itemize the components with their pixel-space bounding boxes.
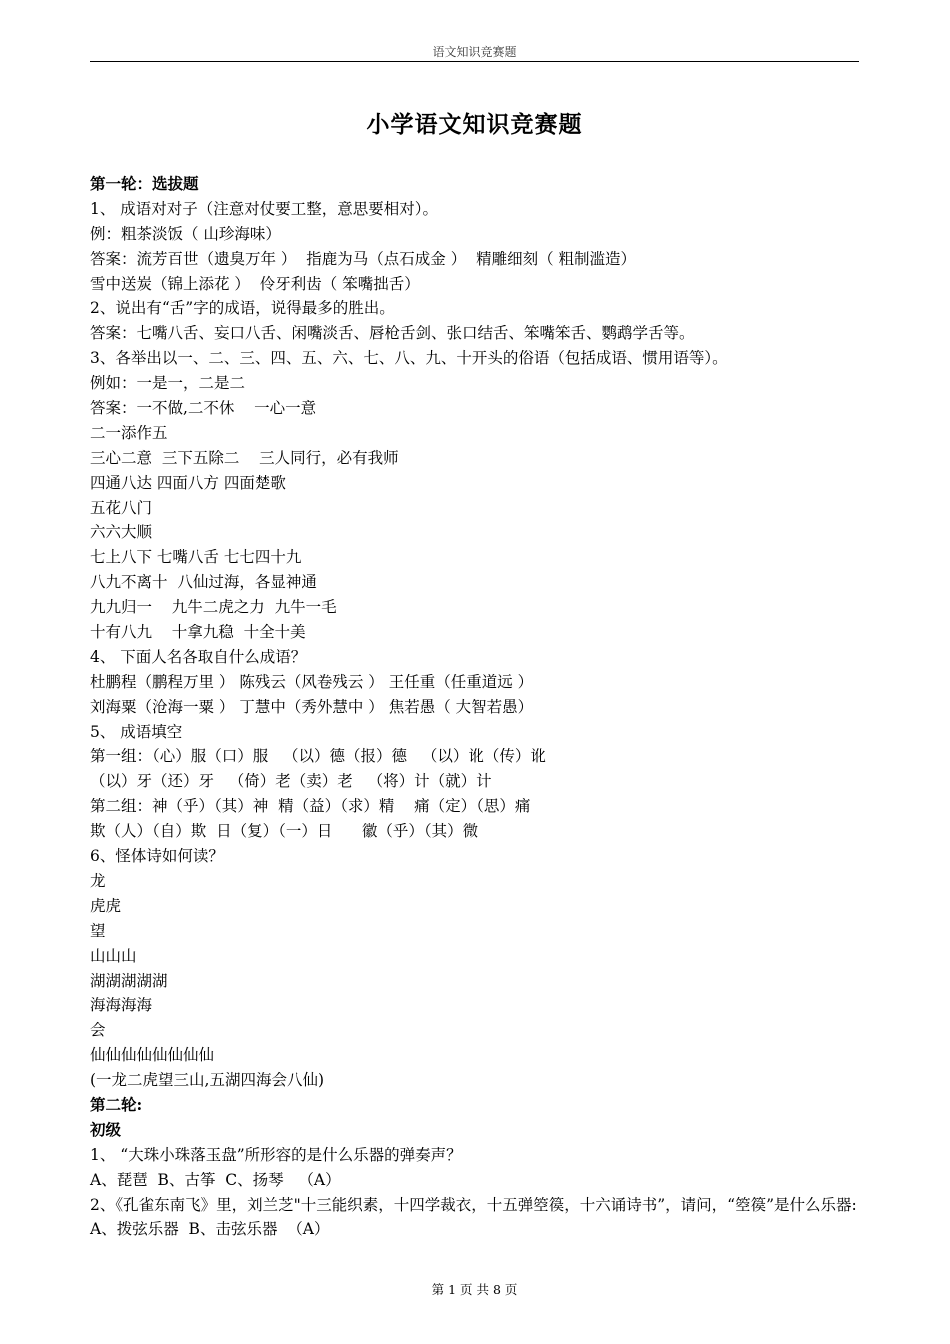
text-line: 欺（人）（自）欺 日（复）（一）日 徽（乎）（其）微 [90,822,479,841]
text-line: 八九不离十 八仙过海，各显神通 [90,573,317,592]
text-line: 答案：一不做,二不休 一心一意 [90,399,317,418]
text-line: 海海海海 [90,996,153,1015]
text-line: 第二组：神（乎）（其）神 精（益）（求）精 痛（定）（思）痛 [90,797,531,816]
text-line: A、拨弦乐器 B、击弦乐器 （A） [90,1220,330,1239]
text-line: 九九归一 九牛二虎之力 九牛一毛 [90,598,337,617]
text-line: 雪中送炭（锦上添花 ） 伶牙利齿（ 笨嘴拙舌） [90,274,420,293]
text-line: 杜鹏程（鹏程万里 ） 陈残云（风卷残云 ） 王任重（任重道远 ） [90,672,534,691]
text-line: 二一添作五 [90,423,168,442]
text-line: 湖湖湖湖湖 [90,971,168,990]
text-line: 例：粗茶淡饭（ 山珍海味） [90,224,281,243]
text-line: 十有八九 十拿九稳 十全十美 [90,623,306,642]
text-line: 龙 [90,871,106,890]
text-line: 望 [90,921,106,940]
text-line: 刘海粟（沧海一粟 ） 丁慧中（秀外慧中 ） 焦若愚（ 大智若愚） [90,697,534,716]
text-line: 五花八门 [90,498,153,517]
text-line: 第一组：（心）服（口）服 （以）德（报）德 （以）讹（传）讹 [90,747,546,766]
text-line: A、琵琶 B、古筝 C、扬琴 （A） [90,1170,341,1189]
text-line: (一龙二虎望三山,五湖四海会八仙) [90,1071,325,1090]
text-line: 三心二意 三下五除二 三人同行，必有我师 [90,448,399,467]
text-line: 2、说出有“舌”字的成语，说得最多的胜出。 [90,299,395,318]
document-body [90,172,865,1242]
text-line: 1、 成语对对子（注意对仗要工整，意思要相对）。 [90,199,439,218]
page-header: 语文知识竞赛题 [432,45,517,59]
text-line: （以）牙（还）牙 （倚）老（卖）老 （将）计（就）计 [90,772,492,791]
text-line: 四通八达 四面八方 四面楚歌 [90,473,286,492]
text-line: 七上八下 七嘴八舌 七七四十九 [90,548,302,567]
text-line: 例如：一是一，二是二 [90,374,246,393]
text-line: 仙仙仙仙仙仙仙仙 [90,1046,215,1065]
section-heading: 第二轮: [90,1094,143,1114]
text-line: 6、怪体诗如何读？ [90,847,224,866]
text-line: 山山山 [90,946,137,965]
text-line: 答案：七嘴八舌、妄口八舌、闲嘴淡舌、唇枪舌剑、张口结舌、笨嘴笨舌、鹦鹉学舌等。 [90,324,695,343]
text-line: 会 [90,1021,106,1040]
page-footer: 第 1 页 共 8 页 [431,1282,518,1297]
text-line: 1、 “大珠小珠落玉盘”所形容的是什么乐器的弹奏声？ [90,1145,462,1164]
document-title: 小学语文知识竞赛题 [366,111,583,138]
text-line: 5、 成语填空 [90,722,183,741]
section-heading: 第一轮：选拔题 [90,174,199,193]
text-line: 虎虎 [90,896,122,915]
text-line: 六六大顺 [90,523,153,542]
text-line: 答案：流芳百世（遗臭万年 ） 指鹿为马（点石成金 ） 精雕细刻（ 粗制滥造） [90,249,636,268]
header-rule [90,61,859,62]
text-line: 2、《孔雀东南飞》里，刘兰芝"十三能织素，十四学裁衣，十五弹箜篌，十六诵诗书”，请问，“箜篌”是什么乐器: [90,1195,857,1214]
section-heading: 初级 [90,1119,122,1139]
text-line: 4、 下面人名各取自什么成语？ [90,647,307,666]
text-line: 3、各举出以一、二、三、四、五、六、七、八、九、十开头的俗语（包括成语、惯用语等）。 [90,349,728,368]
